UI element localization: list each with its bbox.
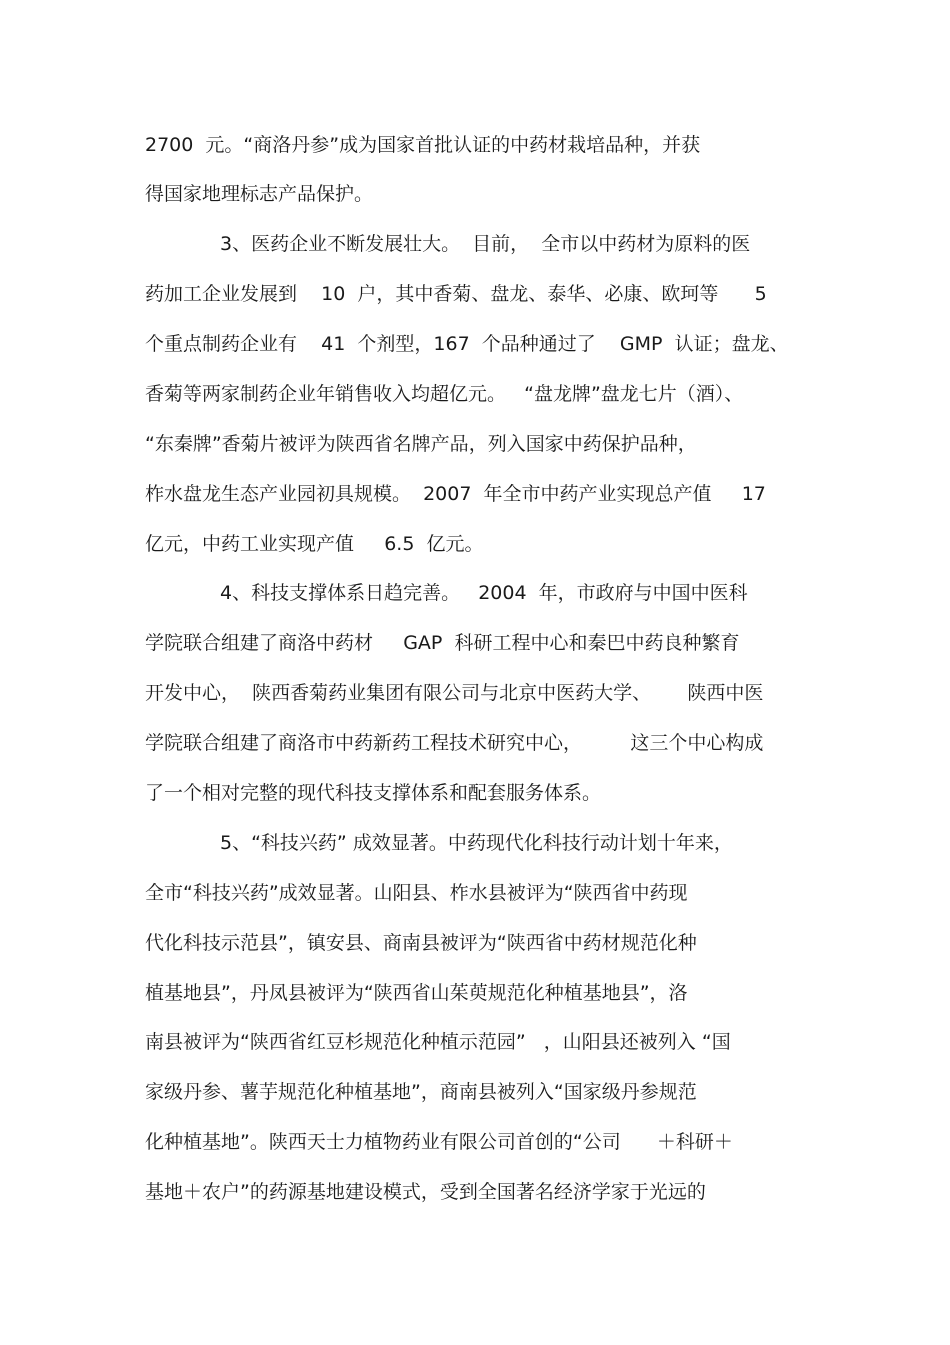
text-line: 香菊等两家制药企业年销售收入均超亿元。 “盘龙牌”盘龙七片（酒）、: [145, 383, 744, 405]
text-line: 个重点制药企业有 41 个剂型，167 个品种通过了 GMP 认证；盘龙、: [145, 333, 789, 355]
text-line: 开发中心， 陕西香菊药业集团有限公司与北京中医药大学、 陕西中医: [145, 682, 764, 704]
text-line: 基地＋农户”的药源基地建设模式，受到全国著名经济学家于光远的: [145, 1181, 706, 1203]
text-line: 化种植基地”。陕西天士力植物药业有限公司首创的“公司 ＋科研＋: [145, 1131, 733, 1153]
text-line: 植基地县”，丹凤县被评为“陕西省山茱萸规范化种植基地县”，洛: [145, 982, 688, 1004]
text-line: “东秦牌”香菊片被评为陕西省名牌产品，列入国家中药保护品种，: [145, 433, 697, 455]
text-line: 3、医药企业不断发展壮大。 目前， 全市以中药材为原料的医: [220, 233, 751, 255]
text-line: 全市“科技兴药”成效显著。山阳县、柞水县被评为“陕西省中药现: [145, 882, 688, 904]
text-line: 2700 元。“商洛丹参”成为国家首批认证的中药材栽培品种，并获: [145, 134, 701, 156]
text-line: 家级丹参、薯芋规范化种植基地”，商南县被列入“国家级丹参规范: [145, 1081, 697, 1103]
text-line: 代化科技示范县”，镇安县、商南县被评为“陕西省中药材规范化种: [145, 932, 697, 954]
text-line: 学院联合组建了商洛市中药新药工程技术研究中心， 这三个中心构成: [145, 732, 764, 754]
text-line: 5、“科技兴药” 成效显著。中药现代化科技行动计划十年来，: [220, 832, 733, 854]
text-line: 药加工企业发展到 10 户，其中香菊、盘龙、泰华、必康、欧珂等 5: [145, 283, 767, 305]
text-line: 柞水盘龙生态产业园初具规模。 2007 年全市中药产业实现总产值 17: [145, 483, 766, 505]
text-line: 4、科技支撑体系日趋完善。 2004 年，市政府与中国中医科: [220, 582, 748, 604]
text-line: 亿元，中药工业实现产值 6.5 亿元。: [145, 533, 484, 555]
text-line: 南县被评为“陕西省红豆杉规范化种植示范园” ，山阳县还被列入 “国: [145, 1031, 731, 1053]
text-line: 了一个相对完整的现代科技支撑体系和配套服务体系。: [145, 782, 602, 804]
text-line: 学院联合组建了商洛中药材 GAP 科研工程中心和秦巴中药良种繁育: [145, 632, 740, 654]
text-line: 得国家地理标志产品保护。: [145, 183, 374, 205]
